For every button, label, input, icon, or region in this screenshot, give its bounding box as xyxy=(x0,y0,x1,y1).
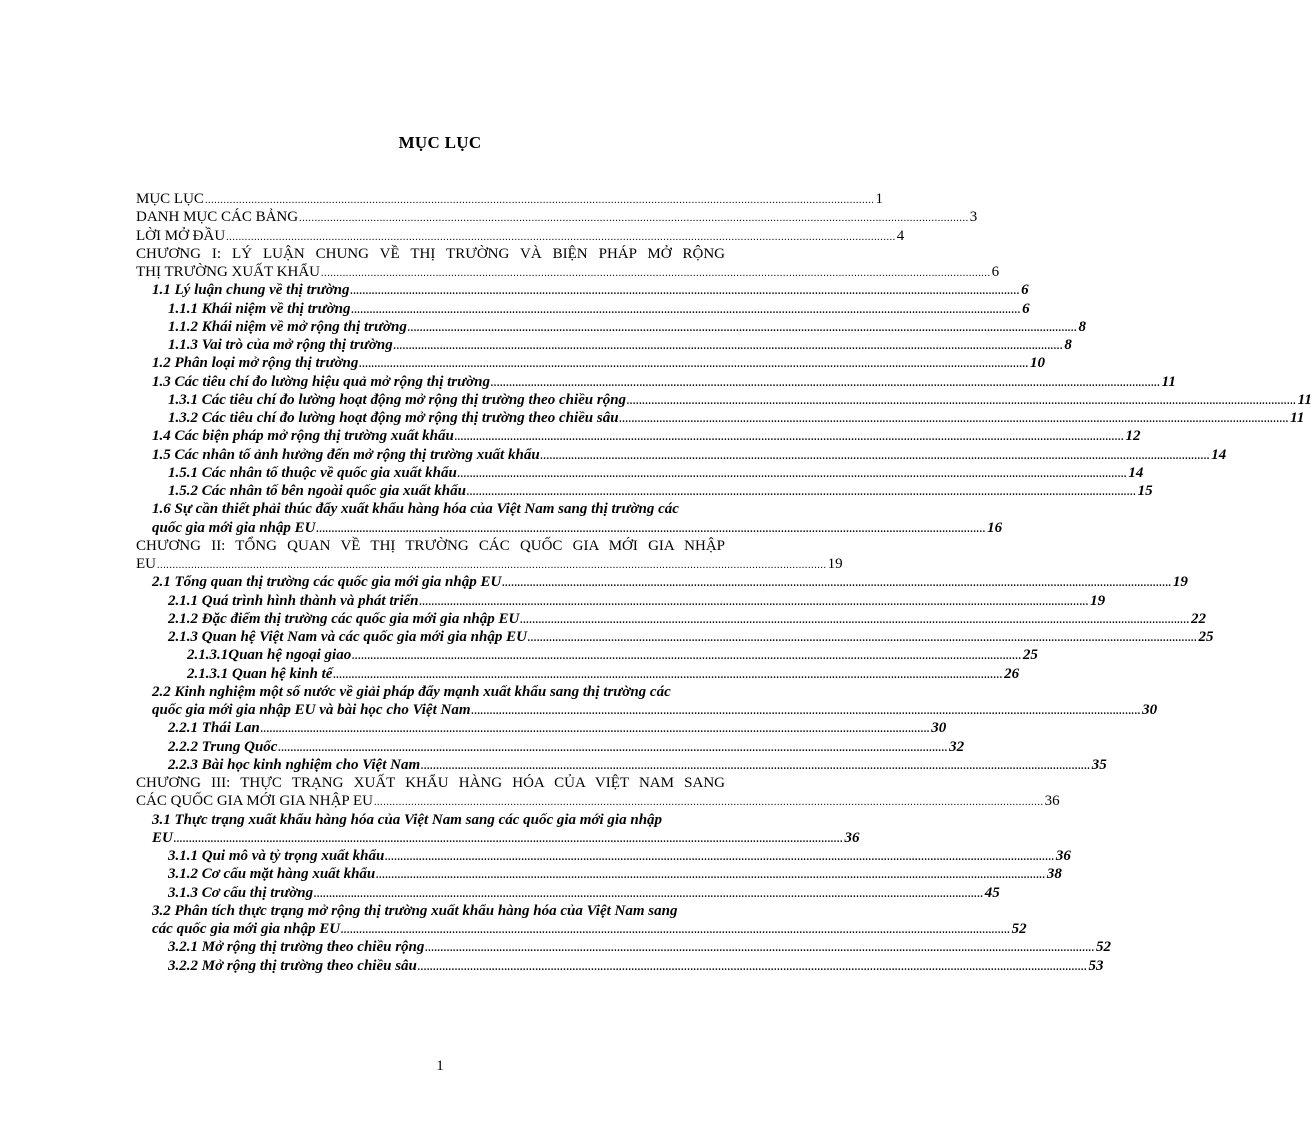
toc-entry[interactable] xyxy=(136,482,1153,500)
toc-entry-lead[interactable]: CHƯƠNG II: TỔNG QUAN VỀ THỊ TRƯỜNG CÁC QUỐC GIA MỚI GIA NHẬP xyxy=(136,537,725,554)
dot-leader xyxy=(418,959,1088,977)
dot-leader xyxy=(352,648,1022,666)
toc-entry[interactable] xyxy=(136,865,1062,883)
toc-entry-title: 1.5.2 Các nhân tố bên ngoài quốc gia xuất khẩu xyxy=(168,483,466,499)
toc-entry-title: 1.4 Các biện pháp mở rộng thị trường xuất khẩu xyxy=(152,428,454,445)
toc-entry-page: 10 xyxy=(1030,355,1045,372)
toc-entry-page: 36 xyxy=(844,829,860,846)
toc-entry-lead[interactable]: 2.2 Kinh nghiệm một số nước về giải pháp đẩy mạnh xuất khẩu sang thị trường các xyxy=(152,683,671,700)
toc-entry[interactable] xyxy=(136,920,1027,938)
toc-entry-page: 26 xyxy=(1004,665,1020,682)
toc-entry-page: 30 xyxy=(931,720,947,737)
toc-entry-page: 53 xyxy=(1088,957,1104,974)
toc-entry-page: 25 xyxy=(1022,647,1038,664)
toc-entry-page: 8 xyxy=(1078,318,1086,335)
toc-entry-title: 2.1.2 Đặc điểm thị trường các quốc gia mới gia nhập EU xyxy=(168,610,520,627)
toc-entry-title: 1.1.1 Khái niệm về thị trường xyxy=(168,300,351,317)
dot-leader xyxy=(299,210,969,228)
toc-entry-title: các quốc gia mới gia nhập EU xyxy=(152,921,341,937)
toc-entry-page: 52 xyxy=(1096,939,1112,956)
toc-entry[interactable] xyxy=(136,756,1107,774)
toc-entry-title: 2.2.3 Bài học kinh nghiệm cho Việt Nam xyxy=(168,756,421,773)
toc-entry[interactable] xyxy=(136,628,1214,646)
toc-entry-title: DANH MỤC CÁC BẢNG xyxy=(136,209,299,226)
dot-leader xyxy=(425,940,1095,958)
dot-leader xyxy=(205,192,875,210)
toc-entry-title: 1.3 Các tiêu chí đo lường hiệu quả mở rộng thị trường xyxy=(152,373,491,390)
toc-entry[interactable] xyxy=(136,227,905,245)
dot-leader xyxy=(408,320,1078,338)
toc-entry[interactable] xyxy=(136,555,843,573)
toc-entry-page: 19 xyxy=(1090,592,1106,609)
toc-entry-title: 1.1.2 Khái niệm về mở rộng thị trường xyxy=(168,318,407,335)
toc-entry[interactable] xyxy=(136,300,1030,318)
toc-entry[interactable] xyxy=(136,336,1072,354)
page-title: MỤC LỤC xyxy=(398,133,482,152)
toc-entry[interactable] xyxy=(136,519,1003,537)
toc-entry-title: 2.1 Tổng quan thị trường các quốc gia mới gia nhập EU xyxy=(152,574,502,591)
toc-entry-title: 1.5.1 Các nhân tố thuộc về quốc gia xuất khẩu xyxy=(168,464,457,481)
toc-entry-title: 3.2.1 Mở rộng thị trường theo chiều rộng xyxy=(168,939,425,956)
toc-entry-title: 3.1.3 Cơ cấu thị trường xyxy=(168,884,314,901)
toc-entry[interactable] xyxy=(136,701,1158,719)
toc-entry-title: quốc gia mới gia nhập EU xyxy=(152,519,316,536)
dot-leader xyxy=(394,338,1064,356)
dot-leader xyxy=(502,575,1172,593)
toc-entry-page: 22 xyxy=(1190,610,1206,627)
toc-entry-title: 1.1.3 Vai trò của mở rộng thị trường xyxy=(168,337,393,353)
toc-entry[interactable] xyxy=(136,354,1045,372)
toc-entry[interactable] xyxy=(136,409,1305,427)
toc-entry-page: 38 xyxy=(1046,866,1062,883)
dot-leader xyxy=(420,594,1090,612)
toc-entry[interactable] xyxy=(136,391,1312,409)
toc-entry[interactable] xyxy=(136,263,1000,281)
toc-entry-lead[interactable]: 3.2 Phân tích thực trạng mở rộng thị trường xuất khẩu hàng hóa của Việt Nam sang xyxy=(152,902,678,919)
toc-entry-title: 1.3.2 Các tiêu chí đo lường hoạt động mở rộng thị trường theo chiều sâu xyxy=(168,410,619,426)
toc-entry-page: 11 xyxy=(1297,391,1312,408)
toc-entry[interactable] xyxy=(136,610,1206,628)
toc-entry[interactable] xyxy=(136,464,1144,482)
dot-leader xyxy=(374,794,1044,812)
dot-leader xyxy=(528,630,1198,648)
toc-entry-page: 14 xyxy=(1128,464,1144,481)
dot-leader xyxy=(620,411,1290,429)
toc-entry[interactable] xyxy=(136,884,1000,902)
toc-entry-page: 11 xyxy=(1290,410,1305,426)
toc-entry[interactable] xyxy=(136,665,1020,683)
toc-entry-page: 45 xyxy=(984,884,1000,901)
toc-entry-page: 36 xyxy=(1044,793,1060,810)
toc-entry-title: 1.2 Phân loại mở rộng thị trường xyxy=(152,355,359,372)
toc-entry-title: LỜI MỞ ĐẦU xyxy=(136,227,226,244)
toc-entry-page: 36 xyxy=(1055,848,1071,864)
toc-entry-title: 3.2.2 Mở rộng thị trường theo chiều sâu xyxy=(168,957,417,974)
toc-entry[interactable] xyxy=(136,847,1071,865)
toc-entry[interactable] xyxy=(136,190,884,208)
dot-leader xyxy=(520,612,1190,630)
dot-leader xyxy=(261,721,931,739)
toc-entry[interactable] xyxy=(136,592,1106,610)
dot-leader xyxy=(350,283,1020,301)
toc-entry-page: 4 xyxy=(896,227,905,244)
toc-entry-page: 14 xyxy=(1211,446,1227,463)
toc-entry-page: 32 xyxy=(949,738,965,755)
toc-entry-title: 2.2.2 Trung Quốc xyxy=(168,738,278,755)
toc-entry-page: 11 xyxy=(1161,373,1176,390)
toc-entry-page: 8 xyxy=(1064,337,1072,353)
toc-entry-title: quốc gia mới gia nhập EU và bài học cho Việt Nam xyxy=(152,702,471,718)
dot-leader xyxy=(541,448,1211,466)
toc-entry-title: EU xyxy=(136,556,156,572)
toc-entry-page: 15 xyxy=(1137,483,1153,499)
toc-entry-title: 1.1 Lý luận chung về thị trường xyxy=(152,282,350,299)
toc-entry-title: THỊ TRƯỜNG XUẤT KHẨU xyxy=(136,264,320,280)
toc-entry-page: 6 xyxy=(1022,300,1030,317)
dot-leader xyxy=(351,302,1021,320)
toc-entry-title: 3.1.2 Cơ cấu mặt hàng xuất khẩu xyxy=(168,866,376,883)
toc-entry-title: 2.1.3.1Quan hệ ngoại giao xyxy=(187,647,352,664)
toc-entry-page: 19 xyxy=(1172,574,1188,591)
toc-entry-title: EU xyxy=(152,829,173,846)
toc-entry[interactable] xyxy=(136,938,1112,956)
toc-entry-lead[interactable]: 1.6 Sự cần thiết phải thúc đẩy xuất khẩu hàng hóa của Việt Nam sang thị trường các xyxy=(152,501,679,518)
toc-entry-title: 2.2.1 Thái Lan xyxy=(168,720,260,737)
toc-entry[interactable] xyxy=(136,446,1227,464)
toc-entry-title: MỤC LỤC xyxy=(136,191,204,207)
toc-entry-title: 1.3.1 Các tiêu chí đo lường hoạt động mở rộng thị trường theo chiều rộng xyxy=(168,391,627,408)
toc-entry[interactable] xyxy=(136,208,978,226)
toc-entry[interactable] xyxy=(136,281,1029,299)
toc-entry[interactable] xyxy=(136,829,860,847)
toc-entry-page: 35 xyxy=(1091,756,1107,773)
page-number: 1 xyxy=(436,1058,444,1074)
toc-entry-title: 1.5 Các nhân tố ảnh hưởng đến mở rộng thị trường xuất khẩu xyxy=(152,446,540,463)
toc-entry[interactable] xyxy=(136,957,1104,975)
toc-entry[interactable] xyxy=(136,573,1188,591)
dot-leader xyxy=(376,867,1046,885)
toc-entry[interactable] xyxy=(136,373,1176,391)
toc-entry-page: 30 xyxy=(1142,702,1158,718)
toc-entry-page: 6 xyxy=(991,264,1000,280)
toc-entry[interactable] xyxy=(136,427,1141,445)
toc-entry-lead[interactable]: CHƯƠNG I: LÝ LUẬN CHUNG VỀ THỊ TRƯỜNG VÀ BIỆN PHÁP MỞ RỘNG xyxy=(136,245,725,262)
toc-entry[interactable] xyxy=(136,792,1060,810)
toc-entry-page: 25 xyxy=(1198,629,1214,645)
dot-leader xyxy=(627,393,1297,411)
table-of-contents xyxy=(136,190,1312,975)
toc-entry-title: 2.1.3.1 Quan hệ kinh tế xyxy=(187,665,333,682)
dot-leader xyxy=(472,703,1142,721)
toc-entry[interactable] xyxy=(136,318,1086,336)
toc-entry-lead[interactable]: 3.1 Thực trạng xuất khẩu hàng hóa của Việt Nam sang các quốc gia mới gia nhập xyxy=(152,811,663,828)
toc-entry-title: CÁC QUỐC GIA MỚI GIA NHẬP EU xyxy=(136,793,373,810)
toc-entry-page: 52 xyxy=(1011,921,1027,937)
toc-entry-title: 3.1.1 Qui mô và tỷ trọng xuất khẩu xyxy=(168,848,385,864)
dot-leader xyxy=(458,466,1128,484)
toc-entry-page: 3 xyxy=(969,209,978,226)
toc-entry-title: 2.1.1 Quá trình hình thành và phát triển xyxy=(168,592,419,609)
dot-leader xyxy=(385,849,1055,867)
dot-leader xyxy=(321,265,991,283)
dot-leader xyxy=(455,429,1125,447)
dot-leader xyxy=(341,922,1011,940)
toc-entry-page: 1 xyxy=(875,191,884,207)
toc-entry-lead[interactable]: CHƯƠNG III: THỰC TRẠNG XUẤT KHẨU HÀNG HÓA CỦA VIỆT NAM SANG xyxy=(136,775,725,791)
toc-entry-title: 2.1.3 Quan hệ Việt Nam và các quốc gia mới gia nhập EU xyxy=(168,629,527,645)
toc-entry[interactable] xyxy=(136,719,947,737)
toc-entry-page: 16 xyxy=(987,519,1003,536)
toc-entry-page: 12 xyxy=(1125,428,1141,445)
toc-entry[interactable] xyxy=(136,646,1038,664)
toc-entry-page: 19 xyxy=(827,556,843,572)
toc-entry-page: 6 xyxy=(1021,282,1029,299)
toc-entry[interactable] xyxy=(136,738,965,756)
